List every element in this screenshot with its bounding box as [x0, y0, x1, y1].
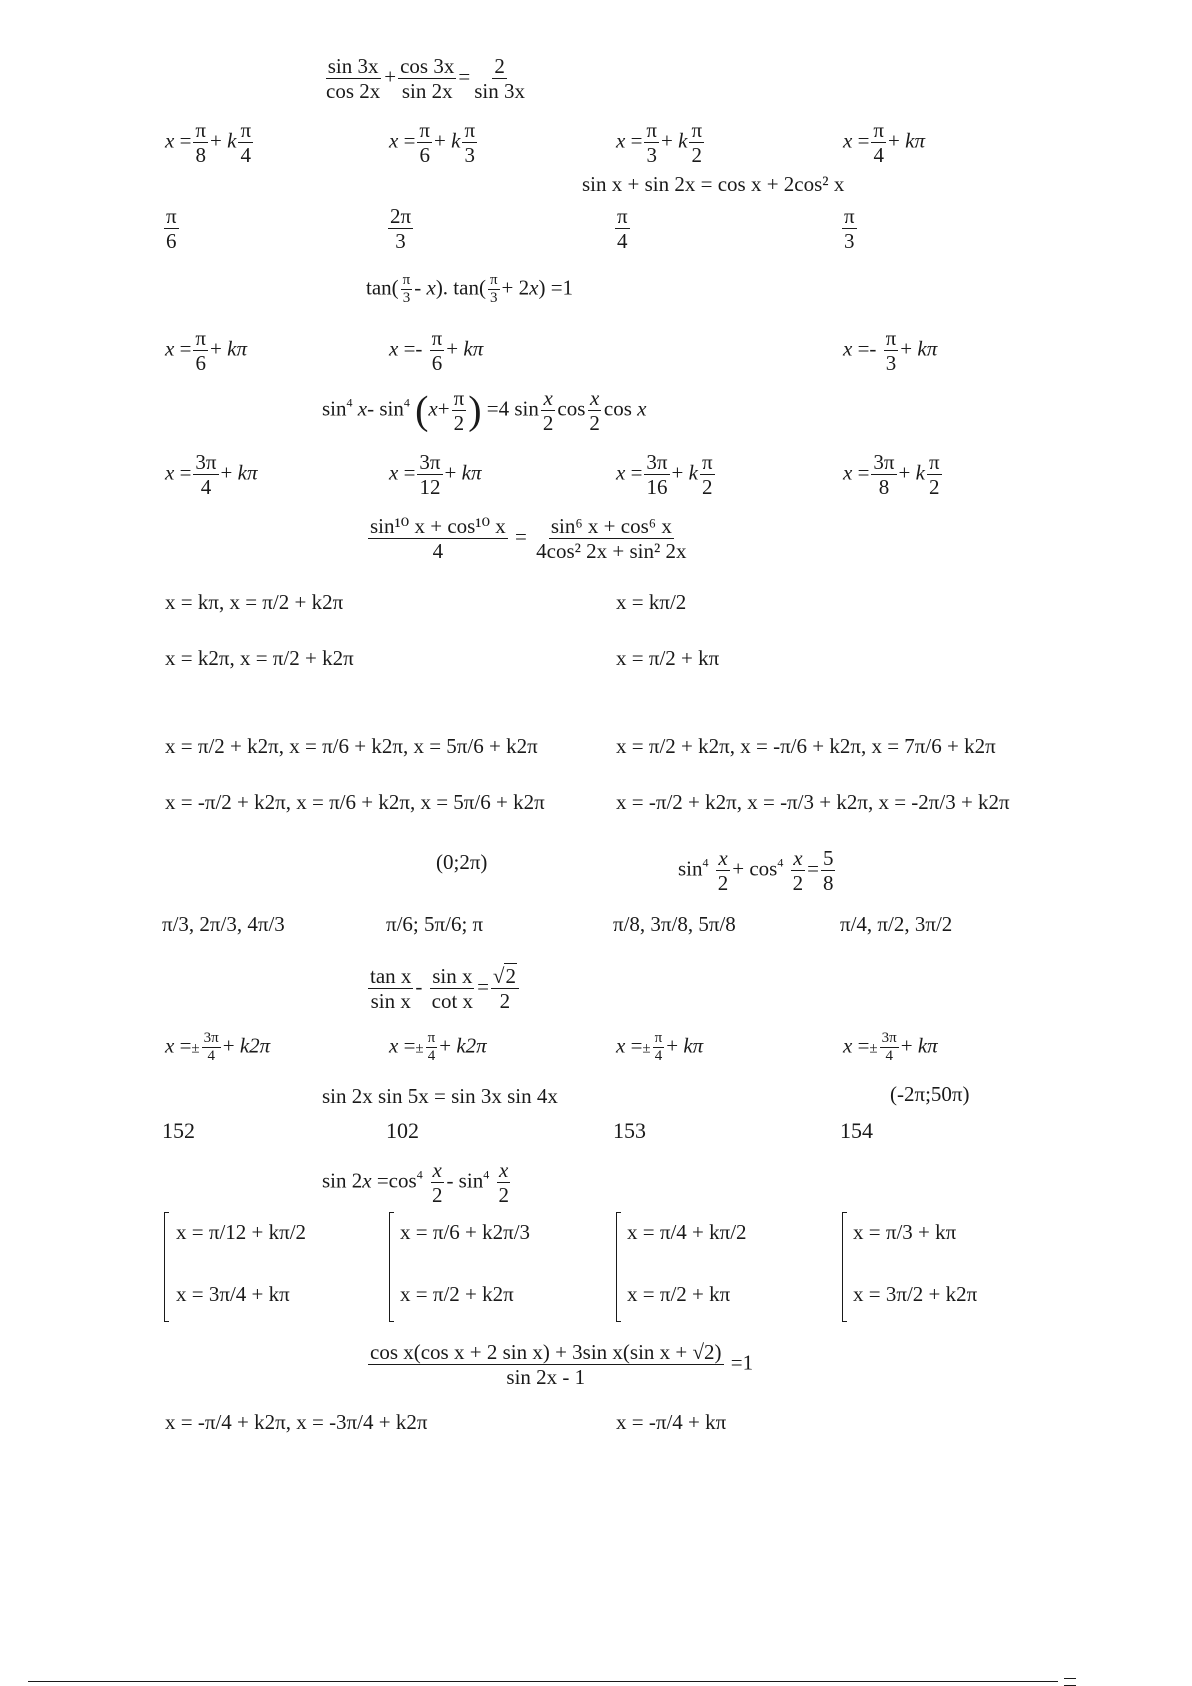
q7-option-a[interactable]: π/3, 2π/3, 4π/3	[162, 912, 285, 936]
q7-equation: $\sin^4$ $\frac{x}{2}$ + $\cos^4$ $\frac{x}{2}$ = $\frac{5}{8}$	[678, 846, 834, 896]
q9-interval: (-2π;50π)	[890, 1082, 970, 1106]
q7-option-d[interactable]: π/4, π/2, 3π/2	[840, 912, 953, 936]
q3-equation: tan( $\frac{\pi}{3}$ - x). tan( $\frac{\pi}{3}$ + 2x) =1	[366, 272, 574, 307]
q7-option-b[interactable]: π/6; 5π/6; π	[386, 912, 484, 936]
q10-option-b-bracket	[389, 1212, 394, 1322]
q2-option-b[interactable]: $\frac{2\pi}{3}$	[390, 204, 412, 254]
q7-option-c[interactable]: π/8, 3π/8, 5π/8	[613, 912, 736, 936]
q4-option-b[interactable]: x = $\frac{3\pi}{12}$ + kπ	[389, 450, 482, 500]
q10-equation: $\sin 2x =\cos^4$ $\frac{x}{2}$ - $\sin^4$ $\frac{x}{2}$	[322, 1158, 509, 1208]
q10-option-c-line1[interactable]: x = π/4 + kπ/2	[627, 1220, 747, 1244]
q6-option-c[interactable]: x = -π/2 + k2π, x = π/6 + k2π, x = 5π/6 + k2π	[165, 790, 545, 814]
q2-option-c[interactable]: $\frac{\pi}{4}$	[617, 204, 628, 254]
q10-option-a-line2[interactable]: x = 3π/4 + kπ	[176, 1282, 290, 1306]
q1-option-d[interactable]: x = $\frac{\pi}{4}$ + kπ	[843, 118, 925, 168]
q10-option-c-line2[interactable]: x = π/2 + kπ	[627, 1282, 731, 1306]
q8-option-c[interactable]: x =± $\frac{\pi}{4}$ + kπ	[616, 1030, 704, 1065]
q1-option-b[interactable]: x = $\frac{\pi}{6}$ + k $\frac{\pi}{3}$	[389, 118, 476, 168]
q5-equation: $\frac{\text{sin¹⁰ x + cos¹⁰ x}}{4}$ = $\frac{\text{sin⁶ x + cos⁶ x}}{\text{4cos² 2x + sin² 2x}}$	[370, 514, 687, 564]
q8-equation: $\frac{\text{tan x}}{\text{sin x}}$ - $\frac{\text{sin x}}{\text{cot x}}$ = $\frac{√2}{2}$	[366, 964, 521, 1013]
q10-option-a-line1[interactable]: x = π/12 + kπ/2	[176, 1220, 307, 1244]
q10-option-a-bracket	[164, 1212, 169, 1322]
q7-interval: (0;2π)	[436, 850, 488, 874]
q5-option-b[interactable]: x = kπ/2	[616, 590, 687, 614]
q10-option-d-line2[interactable]: x = 3π/2 + k2π	[853, 1282, 978, 1306]
q8-option-a[interactable]: x =± $\frac{3\pi}{4}$ + k2π	[165, 1030, 271, 1065]
q1-option-a[interactable]: x = $\frac{\pi}{8}$ + k $\frac{\pi}{4}$	[165, 118, 252, 168]
q3-option-a[interactable]: x = $\frac{\pi}{6}$ + kπ	[165, 326, 247, 376]
q10-option-d-bracket	[842, 1212, 847, 1322]
q10-option-d-line1[interactable]: x = π/3 + kπ	[853, 1220, 957, 1244]
q10-option-b-line1[interactable]: x = π/6 + k2π/3	[400, 1220, 531, 1244]
q9-option-b[interactable]: 102	[386, 1118, 419, 1143]
q6-option-b[interactable]: x = π/2 + k2π, x = -π/6 + k2π, x = 7π/6 + k2π	[616, 734, 996, 758]
q4-option-d[interactable]: x = $\frac{3\pi}{8}$ + k $\frac{\pi}{2}$	[843, 450, 940, 500]
q6-option-a[interactable]: x = π/2 + k2π, x = π/6 + k2π, x = 5π/6 + k2π	[165, 734, 538, 758]
q4-option-a[interactable]: x = $\frac{3\pi}{4}$ + kπ	[165, 450, 258, 500]
q5-option-c[interactable]: x = k2π, x = π/2 + k2π	[165, 646, 354, 670]
q10-option-c-bracket	[616, 1212, 621, 1322]
q3-option-b[interactable]: x =- $\frac{\pi}{6}$ + kπ	[389, 326, 484, 376]
q8-option-b[interactable]: x =± $\frac{\pi}{4}$ + k2π	[389, 1030, 487, 1065]
q4-option-c[interactable]: x = $\frac{3\pi}{16}$ + k $\frac{\pi}{2}$	[616, 450, 713, 500]
q3-option-d[interactable]: x =- $\frac{\pi}{3}$ + kπ	[843, 326, 938, 376]
q5-option-a[interactable]: x = kπ, x = π/2 + k2π	[165, 590, 344, 614]
q11-equation: $\frac{\text{cos x(cos x + 2 sin x) + 3sin x(sin x + √2)}}{\sin 2x - 1}$ =1	[370, 1340, 754, 1390]
q11-option-a[interactable]: x = -π/4 + k2π, x = -3π/4 + k2π	[165, 1410, 428, 1434]
q9-option-c[interactable]: 153	[613, 1118, 646, 1143]
q1-equation: $\frac{\sin 3x}{\cos 2x}$ + $\frac{\cos 3x}{\sin 2x}$ = $\frac{2}{\sin 3x}$	[326, 54, 525, 104]
q9-equation: sin 2x sin 5x = sin 3x sin 4x	[322, 1084, 558, 1108]
q5-option-d[interactable]: x = π/2 + kπ	[616, 646, 720, 670]
q2-equation: sin x + sin 2x = cos x + 2cos² x	[582, 172, 845, 196]
q11-option-b[interactable]: x = -π/4 + kπ	[616, 1410, 727, 1434]
footer-divider	[28, 1681, 1058, 1682]
q2-option-d[interactable]: $\frac{\pi}{3}$	[844, 204, 855, 254]
q4-equation: $\sin^4 x-$ $\sin^4 (x+$ $\frac{\pi}{2}$ ) =4 sin $\frac{x}{2}$ cos $\frac{x}{2}$ cos x	[322, 386, 647, 436]
q10-option-b-line2[interactable]: x = π/2 + k2π	[400, 1282, 514, 1306]
q9-option-d[interactable]: 154	[840, 1118, 873, 1143]
q6-option-d[interactable]: x = -π/2 + k2π, x = -π/3 + k2π, x = -2π/3 + k2π	[616, 790, 1010, 814]
q2-option-a[interactable]: $\frac{\pi}{6}$	[166, 204, 177, 254]
q1-option-c[interactable]: x = $\frac{\pi}{3}$ + k $\frac{\pi}{2}$	[616, 118, 703, 168]
q8-option-d[interactable]: x =± $\frac{3\pi}{4}$ + kπ	[843, 1030, 938, 1065]
q9-option-a[interactable]: 152	[162, 1118, 195, 1143]
